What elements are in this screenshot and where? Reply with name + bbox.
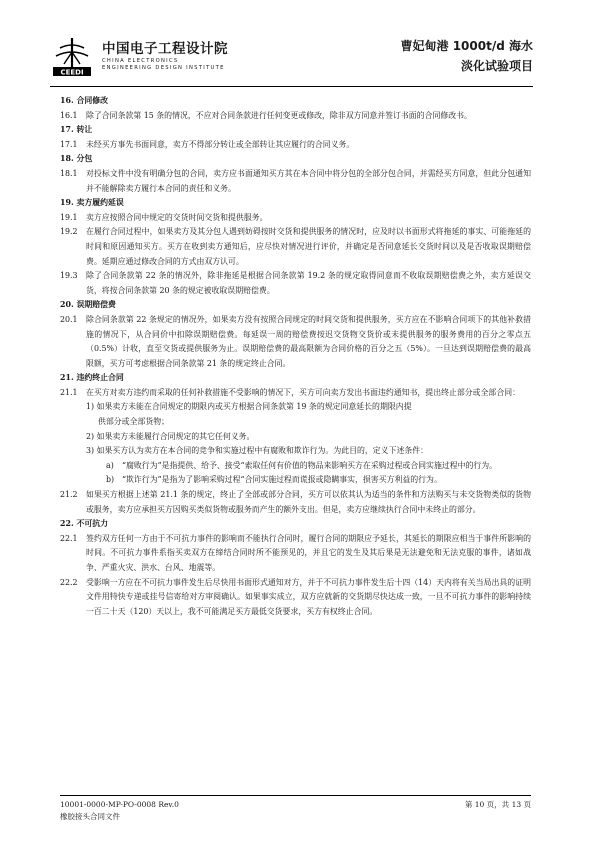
clause-number: 17.1 [60,139,78,149]
clause-text: 在履行合同过程中，如果卖方及其分包人遇到妨碍按时交货和提供服务的情况时，应及时以书面形式将拖延的事实、可能拖延的时间和原因通知买方。买方在收到卖方通知后，应尽快对情况进行评价，并确定是否同意延长交货时间以及是否收取误期赔偿费。延期应通过修改合同的方式由双方认可。 [86,227,531,266]
clause-21-1-item-3: 3) 如果买方认为卖方在本合同的竞争和实施过程中有腐败和欺诈行为。为此目的，定义下述条件： [86,446,429,456]
footer-page-number: 第 10 页，共 13 页 [464,800,531,809]
clause-number: 19.2 [60,227,78,237]
clause-text: 如果买方根据上述第 21.1 条的规定，终止了全部或部分合同，买方可以依其认为适当的条件和方法购买与未交货物类似的货物或服务，卖方应承担买方因购买类似货物或服务而产生的额外支出。但是，卖方应继续执行合同中未终止的部分。 [86,490,531,514]
clause-number: 22.2 [60,577,78,587]
clause-21-1-item-3a [60,459,531,474]
section-17-title: 17. 转让 [60,125,93,135]
clause-text: 受影响一方应在不可抗力事件发生后尽快用书面形式通知对方，并于不可抗力事件发生后十四（14）天内将有关当局出具的证明文件用特快专递或挂号信寄给对方审阅确认。如果事实成立，双方应就新的交货期尽快达成一致，一旦不可抗力事件的影响持续一百二十天（120）天以上，我不可能满足买方最低交货要求，买方有权终止合同。 [86,577,531,616]
section-18-title: 18. 分包 [60,154,93,164]
clause-text: 除了合同条款第 22 条的情况外，除非拖延是根据合同条款第 19.2 条的规定取得同意而不收取误期赔偿费之外，卖方延误交货，将按合同条款第 20 条的规定被收取误期赔偿费。 [86,271,531,295]
clause-text: 对投标文件中没有明确分包的合同，卖方应书面通知买方其在本合同中将分包的全部分包合同，并需经买方同意，但此分包通知并不能解除卖方履行本合同的责任和义务。 [86,168,531,193]
document-body [60,94,531,619]
logo-text: CEEDI [60,68,84,77]
section-22-title: 22. 不可抗力 [60,519,109,529]
clause-text: 除了合同条款第 15 条的情况，不应对合同条款进行任何变更或修改，除非双方同意并签订书面的合同修改书。 [86,110,472,120]
clause-20-1 [60,313,531,371]
section-19-title: 19. 卖方履约延误 [60,198,124,208]
clause-19-1 [60,211,531,226]
project-title-line2: 淡化试验项目 [460,59,533,73]
footer-doc-title: 橡胶接头合同文件 [60,812,120,821]
sub-item-text: “腐败行为”是指提供、给予、接受“索取任何有价值的物品来影响买方在采购过程或合同实施过程中的行为。 [122,460,498,470]
section-16-title: 16. 合同修改 [60,96,109,105]
org-name-en [102,58,225,72]
clause-17-1 [60,138,531,153]
clause-number: 18.1 [60,168,78,178]
clause-19-2 [60,225,531,269]
org-name-cn: 中国电子工程设计院 [102,41,228,57]
clause-19-3 [60,269,531,298]
section-20-title: 20. 误期赔偿费 [60,300,116,310]
ceedi-logo-icon [50,34,94,78]
clause-21-1-item-1: 1) 如果卖方未能在合同规定的期限内或买方根据合同条款第 19 条的规定同意延长的期限内提 [86,402,412,412]
clause-22-2 [60,576,531,620]
footer-divider [60,795,531,796]
clause-number: 19.1 [60,212,78,222]
clause-number: 21.2 [60,490,78,500]
clause-21-1-item-2: 2) 如果卖方未能履行合同规定的其它任何义务。 [86,431,255,441]
clause-21-2 [60,488,531,517]
page-header [50,30,533,87]
org-name-en-line1: CHINA ELECTRONICS [102,58,179,64]
clause-number: 16.1 [60,110,78,120]
clause-number: 20.1 [60,314,78,324]
clause-text: 在买方对卖方违约而采取的任何补救措施不受影响的情况下，买方可向卖方发出书面违约通知书，提出终止部分或全部合同： [86,387,520,397]
clause-18-1 [60,167,531,196]
sub-item-text: “欺诈行为”是指为了影响采购过程“合同实施过程而谎报或隐瞒事实，损害买方利益的行为。 [122,475,442,485]
footer-doc-number: 10001-0000-MP-PO-0008 Rev.0 [60,800,179,809]
clause-21-1 [60,386,531,401]
clause-text: 未经买方事先书面同意，卖方不得部分转让或全部转让其应履行的合同义务。 [86,139,355,149]
clause-text: 卖方应按照合同中规定的交货时间交货和提供服务。 [86,212,268,222]
sub-item-label: a) [106,460,114,470]
clause-21-1-item-3b [60,473,531,488]
clause-text: 签约双方任何一方由于不可抗力事件的影响而不能执行合同时，履行合同的期限应予延长，其延长的期限应相当于事件所影响的时间。不可抗力事件系指买卖双方在缔结合同时所不能预见的，并且它的发生及其后果是无法避免和无法克服的事件，诸如战争、严重火灾、洪水、台风、地震等。 [86,533,531,572]
sub-item-label: b) [106,475,115,485]
clause-number: 19.3 [60,271,78,281]
section-21-title: 21. 违约终止合同 [60,373,124,383]
clause-number: 21.1 [60,387,78,397]
project-title-line1: 曹妃甸港 1000t/d 海水 [400,39,533,53]
clause-22-1 [60,532,531,576]
clause-21-1-item-1-cont: 供部分或全部货物； [98,417,170,427]
clause-number: 22.1 [60,533,78,543]
org-name-en-line2: ENGINEERING DESIGN INSTITUTE [102,65,225,71]
clause-16-1 [60,109,531,124]
clause-text: 除合同条款第 22 条规定的情况外，如果卖方没有按照合同规定的时间交货和提供服务，买方应在不影响合同项下的其他补救措施的情况下，从合同价中扣除误期赔偿费。每延误一周的赔偿费按迟交货物交货价或未提供服务的服务费用的百分之零点五（0.5%）计收，直至交货或提供服务为止。误期赔偿费的最高限额为合同价格的百分之五（5%）。一旦达到误期赔偿费的最高限额，买方可考虑根据合同条款第 21 条的规定终止合同。 [86,314,531,368]
